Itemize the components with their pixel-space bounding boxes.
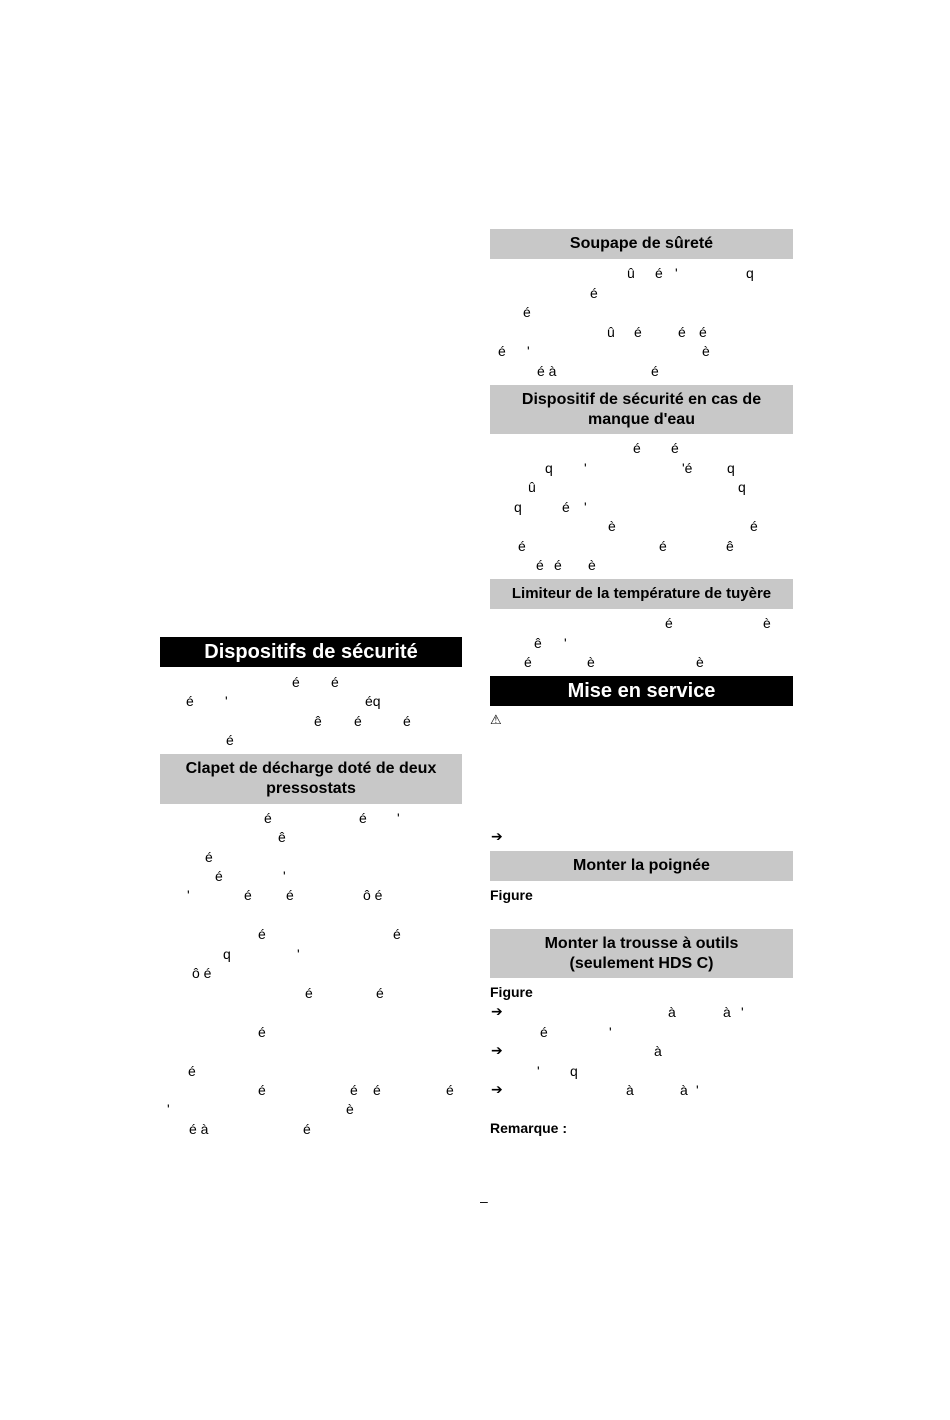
text-fragment: é	[215, 868, 223, 884]
subsection-title-clapet-decharge	[160, 754, 462, 804]
text-fragment: '	[397, 810, 400, 826]
text-fragment: é	[655, 265, 663, 281]
text-fragment: '	[584, 499, 587, 515]
text-fragment: è	[763, 615, 771, 631]
text-fragment: é	[244, 887, 252, 903]
text-fragment: é	[258, 1024, 266, 1040]
text-fragment: é	[634, 324, 642, 340]
text-fragment: q	[514, 499, 522, 515]
text-fragment: '	[225, 693, 228, 709]
text-fragment: é	[258, 1082, 266, 1098]
text-fragment: é	[226, 732, 234, 748]
text-fragment: é	[393, 926, 401, 942]
page-number: –	[480, 1193, 488, 1209]
text-fragment: '	[675, 265, 678, 281]
text-fragment: è	[702, 343, 710, 359]
arrow-icon: ➔	[491, 1042, 503, 1058]
text-fragment: è	[696, 654, 704, 670]
manque-eau-title-line2: manque d'eau	[588, 410, 695, 428]
text-fragment: é	[651, 363, 659, 379]
text-fragment: '	[584, 460, 587, 476]
text-fragment: è	[608, 518, 616, 534]
text-fragment: éq	[365, 693, 381, 709]
text-fragment: é	[518, 538, 526, 554]
text-fragment: é	[678, 324, 686, 340]
text-fragment: é	[536, 557, 544, 573]
text-fragment: ê	[278, 829, 286, 845]
clapet-title-line1: Clapet de décharge doté de deux	[185, 760, 437, 777]
text-fragment: '	[741, 1004, 744, 1020]
text-fragment: '	[283, 868, 286, 884]
trousse-title-line2: (seulement HDS C)	[569, 954, 714, 972]
text-fragment: û	[528, 479, 536, 495]
text-fragment: à	[723, 1004, 731, 1020]
text-fragment: é	[750, 518, 758, 534]
text-fragment: é	[258, 926, 266, 942]
figure-label-poignee: Figure	[490, 887, 533, 903]
text-fragment: q	[570, 1063, 578, 1079]
text-fragment: '	[187, 887, 190, 903]
text-fragment: é	[523, 304, 531, 320]
text-fragment: ô é	[192, 965, 212, 981]
text-fragment: à	[668, 1004, 676, 1020]
text-fragment: é	[498, 343, 506, 359]
text-fragment: é à	[537, 363, 557, 379]
text-fragment: é	[699, 324, 707, 340]
text-fragment: é	[659, 538, 667, 554]
text-fragment: q	[223, 946, 231, 962]
text-fragment: é	[671, 440, 679, 456]
text-fragment: é	[403, 713, 411, 729]
text-fragment: à	[626, 1082, 634, 1098]
text-fragment: é	[554, 557, 562, 573]
text-fragment: '	[564, 635, 567, 651]
text-fragment: é	[303, 1121, 311, 1137]
text-fragment: ê	[314, 713, 322, 729]
text-fragment: q	[545, 460, 553, 476]
text-fragment: é	[305, 985, 313, 1001]
text-fragment: q	[727, 460, 735, 476]
text-fragment: à	[680, 1082, 688, 1098]
text-fragment: é	[292, 674, 300, 690]
text-fragment: é	[186, 693, 194, 709]
subsection-title-monter-poignee: Monter la poignée	[490, 851, 793, 881]
text-fragment: à	[654, 1043, 662, 1059]
subsection-title-limiteur-temperature: Limiteur de la température de tuyère	[490, 579, 793, 609]
arrow-icon: ➔	[491, 1003, 503, 1019]
text-fragment: é	[188, 1063, 196, 1079]
text-fragment: û	[627, 265, 635, 281]
text-fragment: ô é	[363, 887, 383, 903]
trousse-title-line1: Monter la trousse à outils	[544, 934, 739, 952]
text-fragment: é	[286, 887, 294, 903]
text-fragment: '	[537, 1063, 540, 1079]
subsection-title-monter-trousse	[490, 929, 793, 978]
text-fragment: é	[264, 810, 272, 826]
section-title-dispositifs-securite: Dispositifs de sécurité	[160, 637, 462, 667]
text-fragment: è	[346, 1101, 354, 1117]
text-fragment: é à	[189, 1121, 209, 1137]
text-fragment: '	[609, 1024, 612, 1040]
text-fragment: é	[373, 1082, 381, 1098]
arrow-icon: ➔	[491, 1081, 503, 1097]
text-fragment: é	[446, 1082, 454, 1098]
text-fragment: û	[607, 324, 615, 340]
text-fragment: é	[354, 713, 362, 729]
text-fragment: 'é	[682, 460, 693, 476]
figure-label-trousse: Figure	[490, 984, 533, 1000]
text-fragment: é	[350, 1082, 358, 1098]
text-fragment: '	[696, 1082, 699, 1098]
subsection-title-manque-eau	[490, 385, 793, 434]
text-fragment: é	[376, 985, 384, 1001]
text-fragment: q	[738, 479, 746, 495]
clapet-title-line2: pressostats	[266, 780, 356, 797]
text-fragment: é	[524, 654, 532, 670]
text-fragment: '	[167, 1101, 170, 1117]
manque-eau-title-line1: Dispositif de sécurité en cas de	[521, 390, 762, 408]
text-fragment: é	[590, 285, 598, 301]
warning-icon: ⚠	[490, 712, 502, 727]
text-fragment: é	[205, 849, 213, 865]
text-fragment: é	[331, 674, 339, 690]
text-fragment: è	[588, 557, 596, 573]
text-fragment: é	[665, 615, 673, 631]
text-fragment: é	[633, 440, 641, 456]
text-fragment: é	[359, 810, 367, 826]
text-fragment: é	[540, 1024, 548, 1040]
arrow-icon: ➔	[491, 828, 503, 844]
text-fragment: '	[297, 946, 300, 962]
section-title-mise-en-service: Mise en service	[490, 676, 793, 706]
text-fragment: è	[587, 654, 595, 670]
remark-label: Remarque :	[490, 1120, 568, 1136]
subsection-title-soupape-surete: Soupape de sûreté	[490, 229, 793, 259]
text-fragment: '	[527, 343, 530, 359]
text-fragment: é	[562, 499, 570, 515]
text-fragment: ê	[534, 635, 542, 651]
text-fragment: ê	[726, 538, 734, 554]
text-fragment: q	[746, 265, 754, 281]
